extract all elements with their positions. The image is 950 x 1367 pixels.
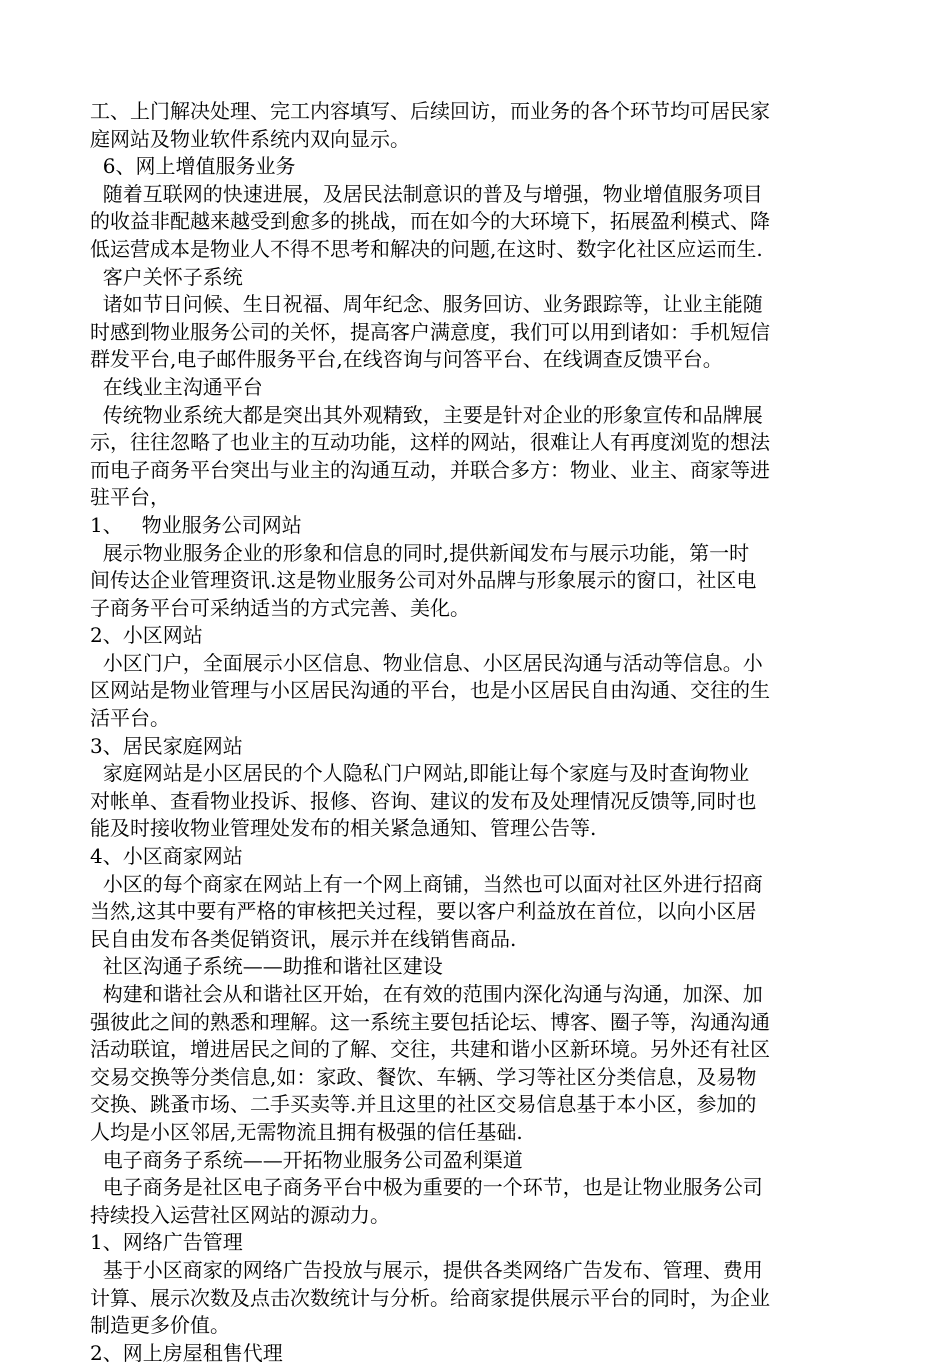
text-line: 驻平台， [90, 485, 170, 510]
text-line: 持续投入运营社区网站的源动力。 [90, 1202, 390, 1227]
section-heading: 客户关怀子系统 [90, 264, 243, 289]
text-line: 小区门户，全面展示小区信息、物业信息、小区居民沟通与活动等信息。小 [90, 650, 763, 675]
text-line: 家庭网站是小区居民的个人隐私门户网站,即能让每个家庭与及时查询物业 [90, 761, 750, 786]
text-line: 传统物业系统大都是突出其外观精致，主要是针对企业的形象宣传和品牌展 [90, 402, 763, 427]
section-heading: 1、网络广告管理 [90, 1230, 243, 1255]
text-line: 诸如节日问候、生日祝福、周年纪念、服务回访、业务跟踪等，让业主能随 [90, 292, 763, 317]
text-line: 制造更多价值。 [90, 1313, 230, 1338]
text-line: 交换、跳蚤市场、二手买卖等.并且这里的社区交易信息基于本小区，参加的 [90, 1092, 757, 1117]
text-line: 电子商务是社区电子商务平台中极为重要的一个环节，也是让物业服务公司 [90, 1175, 763, 1200]
text-line: 交易交换等分类信息,如：家政、餐饮、车辆、学习等社区分类信息，及易物 [90, 1064, 757, 1089]
text-line: 强彼此之间的熟悉和理解。这一系统主要包括论坛、博客、圈子等，沟通沟通 [90, 1009, 770, 1034]
text-line: 人均是小区邻居,无需物流且拥有极强的信任基础. [90, 1119, 523, 1144]
text-line: 活动联谊，增进居民之间的了解、交往，共建和谐小区新环境。另外还有社区 [90, 1037, 770, 1062]
text-line: 的收益非配越来越受到愈多的挑战，而在如今的大环境下，拓展盈利模式、降 [90, 209, 770, 234]
text-line: 时感到物业服务公司的关怀，提高客户满意度，我们可以用到诸如：手机短信 [90, 319, 770, 344]
text-line: 示，往往忽略了也业主的互动功能，这样的网站，很难让人有再度浏览的想法 [90, 430, 770, 455]
text-line: 工、上门解决处理、完工内容填写、后续回访，而业务的各个环节均可居民家 [90, 99, 770, 123]
text-line: 区网站是物业管理与小区居民沟通的平台，也是小区居民自由沟通、交往的生 [90, 678, 770, 703]
text-line: 低运营成本是物业人不得不思考和解决的问题,在这时、数字化社区应运而生. [90, 236, 763, 261]
text-line: 而电子商务平台突出与业主的沟通互动，并联合多方：物业、业主、商家等进 [90, 457, 770, 482]
section-heading: 电子商务子系统——开拓物业服务公司盈利渠道 [90, 1147, 523, 1172]
text-line: 子商务平台可采纳适当的方式完善、美化。 [90, 595, 470, 620]
text-line: 随着互联网的快速进展，及居民法制意识的普及与增强，物业增值服务项目 [90, 181, 763, 206]
text-line: 构建和谐社会从和谐社区开始，在有效的范围内深化沟通与沟通，加深、加 [90, 982, 763, 1006]
text-line: 庭网站及物业软件系统内双向显示。 [90, 126, 410, 151]
section-heading: 在线业主沟通平台 [90, 374, 263, 399]
text-line: 对帐单、查看物业投诉、报修、咨询、建议的发布及处理情况反馈等,同时也 [90, 788, 757, 813]
text-line: 基于小区商家的网络广告投放与展示，提供各类网络广告发布、管理、费用 [90, 1257, 763, 1282]
text-line: 群发平台,电子邮件服务平台,在线咨询与问答平台、在线调查反馈平台。 [90, 347, 723, 372]
text-line: 民自由发布各类促销资讯，展示并在线销售商品. [90, 926, 517, 951]
document-body [90, 98, 862, 1367]
section-heading: 3、居民家庭网站 [90, 733, 243, 758]
text-line: 间传达企业管理资讯.这是物业服务公司对外品牌与形象展示的窗口，社区电 [90, 568, 757, 593]
section-heading: 2、网上房屋租售代理 [90, 1340, 283, 1365]
text-line: 能及时接收物业管理处发布的相关紧急通知、管理公告等. [90, 816, 597, 841]
text-line: 当然,这其中要有严格的审核把关过程，要以客户利益放在首位，以向小区居 [90, 899, 757, 924]
text-line: 计算、展示次数及点击次数统计与分析。给商家提供展示平台的同时，为企业 [90, 1285, 770, 1310]
section-heading: 社区沟通子系统——助推和谐社区建设 [90, 954, 443, 979]
text-line: 展示物业服务企业的形象和信息的同时,提供新闻发布与展示功能，第一时 [90, 540, 750, 565]
section-heading: 1、 物业服务公司网站 [90, 512, 302, 537]
text-line: 小区的每个商家在网站上有一个网上商铺，当然也可以面对社区外进行招商 [90, 871, 763, 896]
section-heading: 6、网上增值服务业务 [90, 154, 296, 179]
text-line: 活平台。 [90, 706, 170, 731]
section-heading: 2、小区网站 [90, 623, 203, 648]
section-heading: 4、小区商家网站 [90, 844, 243, 869]
